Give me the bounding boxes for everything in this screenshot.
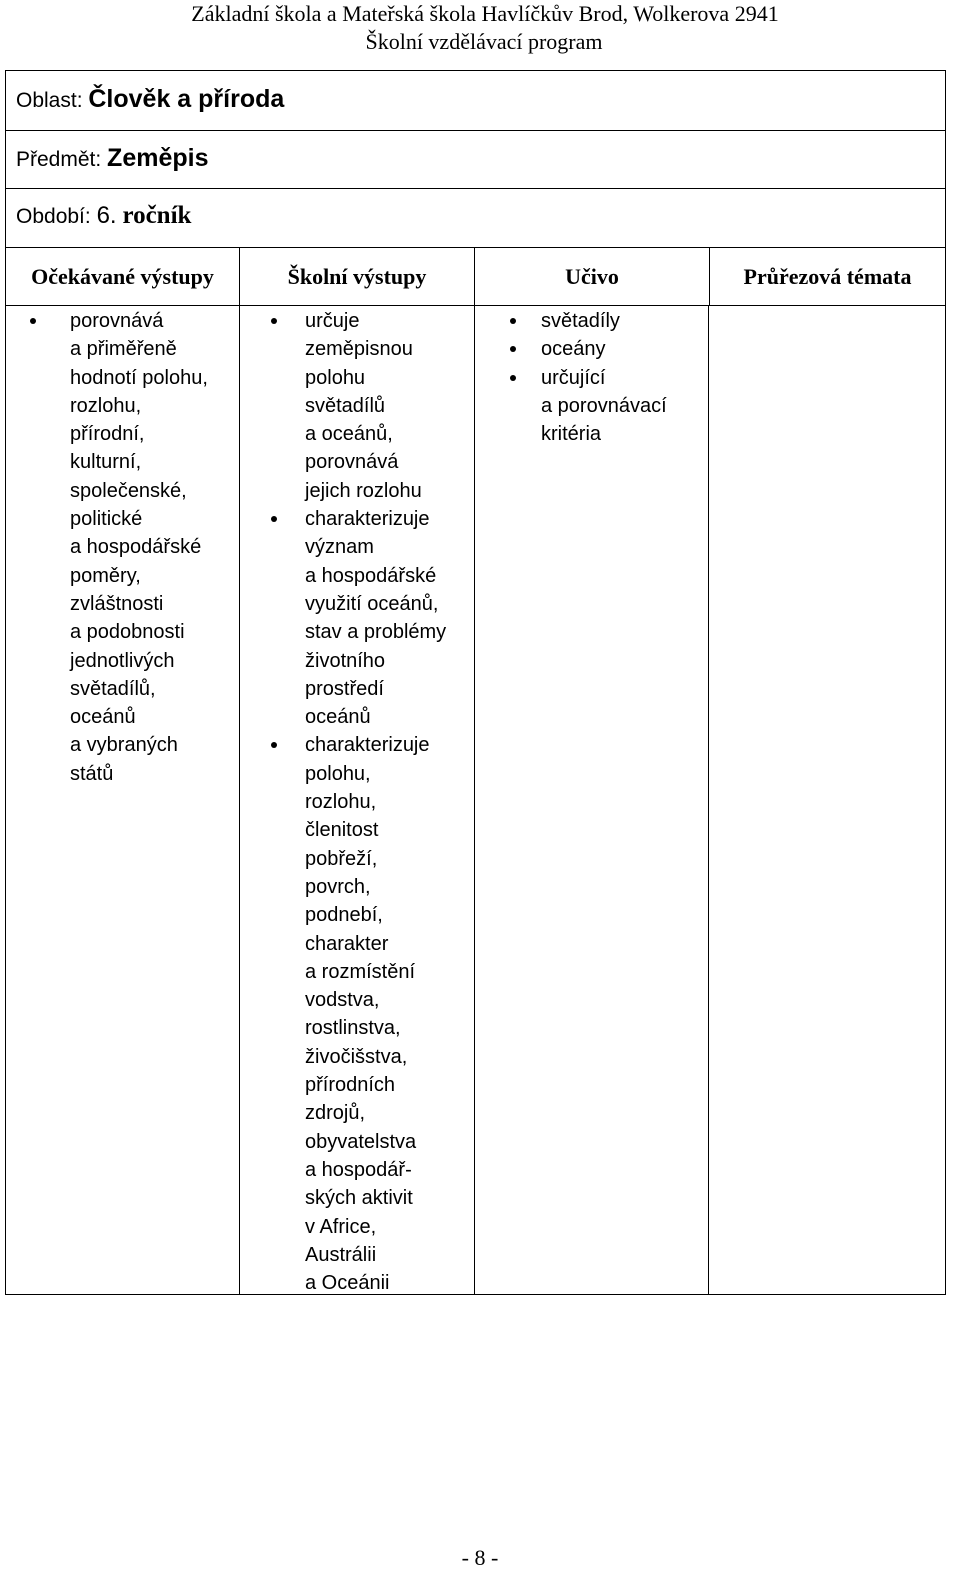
predmet-value: Zeměpis <box>107 144 209 172</box>
expected-output-item-line: politické <box>70 508 143 531</box>
expected-output-item-line: a vybraných <box>70 734 178 757</box>
school-output-item-line: porovnává <box>305 451 399 474</box>
school-output-item-line: polohu <box>305 366 366 389</box>
school-output-item-line: zdrojů, <box>305 1102 366 1125</box>
school-output-item-line: živočišstva, <box>305 1045 408 1068</box>
expected-output-item-line: světadílů, <box>70 677 156 700</box>
expected-output-item-line: přírodní, <box>70 423 145 446</box>
school-output-item-line: a hospodář- <box>305 1158 412 1181</box>
school-output-item-line: charakter <box>305 932 389 955</box>
expected-output-item-line: a přiměřeně <box>70 338 177 361</box>
curriculum-item-line: určující <box>541 366 606 389</box>
school-output-item-line: význam <box>305 536 374 559</box>
column-ucivo <box>475 306 709 1294</box>
predmet-label: Předmět: <box>16 148 102 171</box>
curriculum-item-line: světadíly <box>541 310 620 332</box>
oblast-value: Člověk a příroda <box>88 85 285 113</box>
school-output-item-line: rozlohu, <box>305 791 377 814</box>
obdobi-value: ročník <box>122 202 192 229</box>
obdobi-label: Období: <box>16 205 91 228</box>
school-output-item <box>240 307 474 505</box>
column-prurezova-temata <box>710 306 945 1294</box>
curriculum-item <box>507 307 708 335</box>
school-output-item-line: vodstva, <box>305 989 380 1012</box>
school-output-item-line: a oceánů, <box>305 423 393 446</box>
expected-output-item-line: států <box>70 762 114 785</box>
school-output-item-line: prostředí <box>305 677 384 700</box>
obdobi-number: 6. <box>96 202 117 229</box>
column-ocekavane-vystupy <box>6 306 240 1294</box>
school-output-item-line: světadílů <box>305 394 386 417</box>
curriculum-item-line: oceány <box>541 338 606 361</box>
curriculum-item <box>507 335 708 363</box>
school-output-item-line: zeměpisnou <box>305 338 413 361</box>
school-output-item-line: a Oceánii <box>305 1272 390 1295</box>
school-output-item <box>240 505 474 731</box>
predmet-row <box>6 130 945 189</box>
header-ucivo: Učivo <box>475 248 710 305</box>
school-output-item-line: pobřeží, <box>305 847 378 870</box>
school-output-item-line: stav a problémy <box>305 621 447 644</box>
school-output-item-line: ských aktivit <box>305 1187 413 1210</box>
obdobi-row <box>6 188 945 248</box>
oblast-label: Oblast: <box>16 89 83 112</box>
school-output-item-line: životního <box>305 649 386 672</box>
curriculum-item-line: a porovnávací <box>541 394 667 417</box>
school-output-item-line: určuje <box>305 310 360 332</box>
school-output-item-line: rostlinstva, <box>305 1017 401 1040</box>
header-ocekavane-vystupy: Očekávané výstupy <box>6 248 240 305</box>
curriculum-table <box>5 70 946 1295</box>
page-number: - 8 - <box>461 1545 499 1570</box>
expected-output-item-line: hodnotí polohu, <box>70 366 208 389</box>
curriculum-item-line: kritéria <box>541 423 602 446</box>
school-output-item-line: Austrálii <box>305 1243 377 1266</box>
header-skolni-vystupy: Školní výstupy <box>240 248 475 305</box>
header-prurezova-temata: Průřezová témata <box>743 264 912 289</box>
header-program-name: Školní vzdělávací program <box>365 29 603 54</box>
header-school-name: Základní škola a Mateřská škola Havlíčkův Brod, Wolkerova 2941 <box>191 1 779 26</box>
school-output-item-line: a hospodářské <box>305 564 437 587</box>
school-output-item-line: využití oceánů, <box>305 592 439 615</box>
expected-output-item-line: společenské, <box>70 479 187 502</box>
school-output-item-line: polohu, <box>305 762 371 785</box>
expected-output-item-line: kulturní, <box>70 451 142 474</box>
school-output-item-line: v Africe, <box>305 1215 377 1238</box>
expected-output-item-line: poměry, <box>70 564 141 587</box>
expected-output-item-line: a podobnosti <box>70 621 185 644</box>
column-skolni-vystupy <box>240 306 475 1294</box>
school-output-item <box>240 731 474 1297</box>
expected-output-item-line: rozlohu, <box>70 394 142 417</box>
expected-output-item <box>6 307 239 788</box>
school-output-item-line: přírodních <box>305 1074 396 1097</box>
curriculum-item <box>507 364 708 449</box>
school-output-item-line: charakterizuje <box>305 508 430 531</box>
expected-output-item-line: porovnává <box>70 310 164 332</box>
school-output-item-line: obyvatelstva <box>305 1130 417 1153</box>
expected-output-item-line: jednotlivých <box>70 649 175 672</box>
document-header <box>0 0 960 56</box>
expected-output-item-line: a hospodářské <box>70 536 202 559</box>
expected-output-item-line: oceánů <box>70 706 136 729</box>
school-output-item-line: jejich rozlohu <box>305 479 422 502</box>
school-output-item-line: povrch, <box>305 875 371 898</box>
school-output-item-line: podnebí, <box>305 904 383 927</box>
school-output-item-line: oceánů <box>305 706 371 729</box>
school-output-item-line: a rozmístění <box>305 960 416 983</box>
expected-output-item-line: zvláštnosti <box>70 592 164 615</box>
oblast-row <box>6 71 945 131</box>
school-output-item-line: členitost <box>305 819 379 842</box>
school-output-item-line: charakterizuje <box>305 734 430 757</box>
